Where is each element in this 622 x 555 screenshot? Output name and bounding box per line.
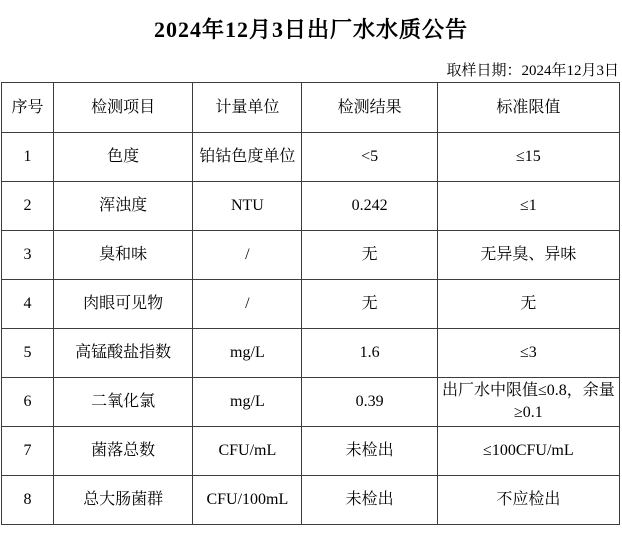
table-header-row: [2, 83, 620, 133]
table-row: [2, 476, 620, 525]
cell-unit: NTU: [193, 182, 302, 231]
cell-item: 肉眼可见物: [54, 280, 193, 329]
cell-item: 菌落总数: [54, 427, 193, 476]
cell-unit: mg/L: [193, 378, 302, 427]
cell-index: 8: [2, 476, 54, 525]
cell-limit: ≤15: [437, 133, 619, 182]
cell-limit: ≤100CFU/mL: [437, 427, 619, 476]
cell-result: 无: [302, 231, 437, 280]
header-index: 序号: [2, 83, 54, 133]
cell-index: 2: [2, 182, 54, 231]
header-item: 检测项目: [54, 83, 193, 133]
cell-unit: 铂钴色度单位: [193, 133, 302, 182]
cell-item: 色度: [54, 133, 193, 182]
table-row: [2, 280, 620, 329]
cell-index: 3: [2, 231, 54, 280]
table-row: [2, 427, 620, 476]
cell-item: 总大肠菌群: [54, 476, 193, 525]
cell-index: 1: [2, 133, 54, 182]
table-row: [2, 231, 620, 280]
table-body: [2, 133, 620, 525]
header-result: 检测结果: [302, 83, 437, 133]
cell-item: 二氧化氯: [54, 378, 193, 427]
page-title: 2024年12月3日出厂水水质公告: [153, 17, 468, 42]
cell-limit: 无: [437, 280, 619, 329]
cell-unit: /: [193, 231, 302, 280]
header-unit: 计量单位: [193, 83, 302, 133]
cell-result: <5: [302, 133, 437, 182]
header-limit: 标准限值: [437, 83, 619, 133]
cell-unit: mg/L: [193, 329, 302, 378]
cell-result: 未检出: [302, 476, 437, 525]
cell-limit: 出厂水中限值≤0.8，余量≥0.1: [437, 378, 619, 427]
cell-item: 浑浊度: [54, 182, 193, 231]
cell-result: 无: [302, 280, 437, 329]
table-row: [2, 182, 620, 231]
cell-result: 1.6: [302, 329, 437, 378]
cell-unit: CFU/100mL: [193, 476, 302, 525]
cell-limit: 无异臭、异味: [437, 231, 619, 280]
cell-result: 未检出: [302, 427, 437, 476]
cell-index: 5: [2, 329, 54, 378]
cell-limit: 不应检出: [437, 476, 619, 525]
table-row: [2, 133, 620, 182]
cell-result: 0.39: [302, 378, 437, 427]
sample-date: 取样日期：2024年12月3日: [446, 63, 619, 79]
cell-limit: ≤3: [437, 329, 619, 378]
water-quality-table: [1, 82, 620, 525]
cell-unit: CFU/mL: [193, 427, 302, 476]
cell-index: 7: [2, 427, 54, 476]
cell-index: 6: [2, 378, 54, 427]
cell-result: 0.242: [302, 182, 437, 231]
cell-index: 4: [2, 280, 54, 329]
cell-unit: /: [193, 280, 302, 329]
cell-item: 臭和味: [54, 231, 193, 280]
table-row: [2, 378, 620, 427]
table-row: [2, 329, 620, 378]
cell-item: 高锰酸盐指数: [54, 329, 193, 378]
cell-limit: ≤1: [437, 182, 619, 231]
